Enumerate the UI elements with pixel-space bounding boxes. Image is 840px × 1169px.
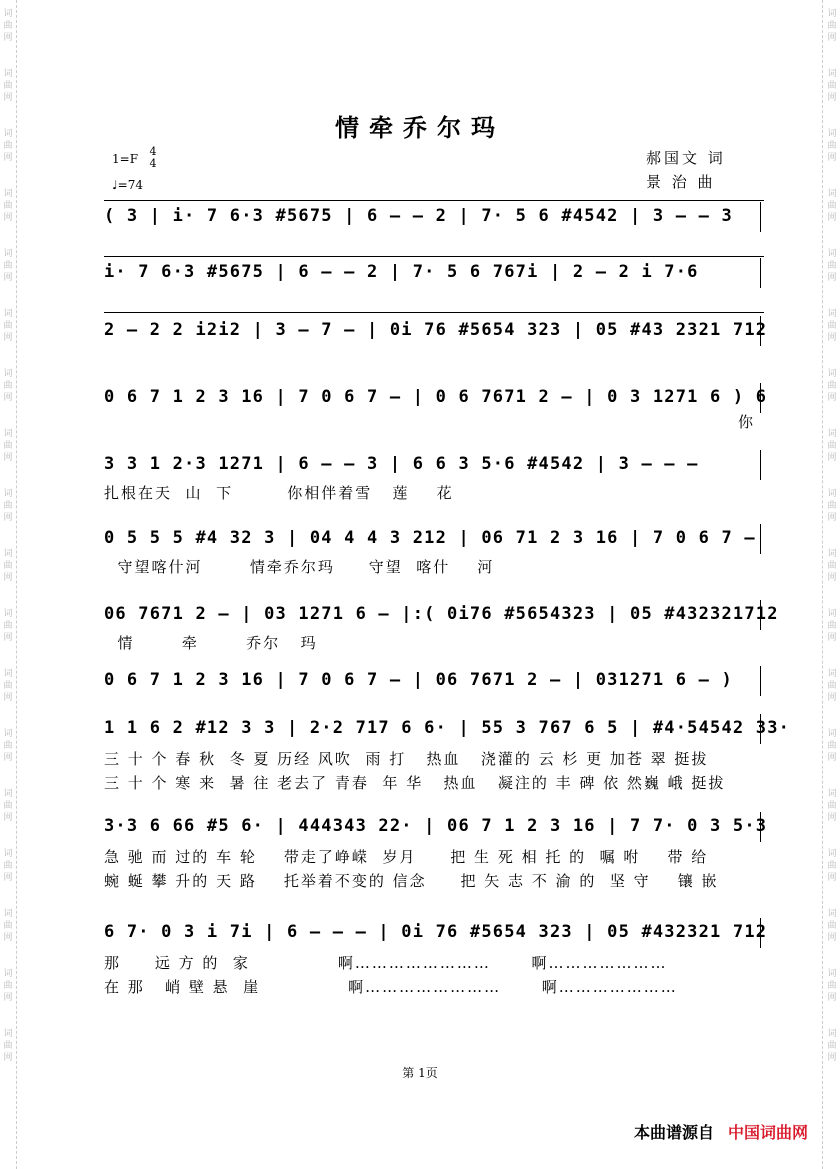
watermark-glyph: 词 [3,609,13,619]
watermark-glyph: 曲 [3,921,13,931]
left-dashed-border [16,0,17,1169]
watermark-glyph: 曲 [3,681,13,691]
watermark-glyph: 网 [3,693,13,703]
watermark-glyph: 词 [827,969,837,979]
watermark-glyph: 词 [3,789,13,799]
watermark-glyph: 曲 [3,501,13,511]
watermark-glyph: 曲 [827,921,837,931]
watermark-glyph: 网 [827,633,837,643]
watermark-glyph: 词 [827,189,837,199]
watermark-glyph: 网 [3,273,13,283]
watermark-glyph: 词 [3,189,13,199]
watermark-glyph: 网 [827,93,837,103]
watermark-glyph: 曲 [827,261,837,271]
watermark-gap [826,884,838,908]
end-barline [760,714,761,744]
watermark-glyph: 网 [827,213,837,223]
watermark-glyph: 网 [3,933,13,943]
watermark-glyph: 词 [827,309,837,319]
watermark-glyph: 曲 [3,261,13,271]
watermark-glyph: 曲 [827,681,837,691]
watermark-gap [2,704,14,728]
lyric-line-verse-2: 蜿 蜒 攀 升的 天 路 托举着不变的 信念 把 矢 志 不 渝 的 坚 守 镶 嵌 [104,872,719,890]
notation-text: 3 3 1 2·3 1271 | 6 — — 3 | 6 6 3 5·6 #4542 | 3 — — — [104,454,699,474]
watermark-glyph: 网 [827,933,837,943]
watermark-glyph: 网 [827,573,837,583]
phrase-line [104,256,764,257]
left-watermark-column [2,8,14,1088]
watermark-gap [826,404,838,428]
watermark-glyph: 网 [3,33,13,43]
watermark-gap [826,644,838,668]
score-line [104,262,764,292]
watermark-glyph: 词 [827,789,837,799]
watermark-gap [2,944,14,968]
watermark-glyph: 词 [827,9,837,19]
time-signature [148,146,158,170]
phrase-line [104,312,764,313]
watermark-glyph: 网 [3,513,13,523]
score-line [104,206,764,236]
watermark-glyph: 词 [3,1029,13,1039]
watermark-gap [826,224,838,248]
watermark-gap [2,524,14,548]
watermark-gap [826,584,838,608]
watermark-glyph: 网 [3,813,13,823]
watermark-glyph: 词 [3,9,13,19]
end-barline [760,812,761,842]
watermark-glyph: 词 [3,669,13,679]
watermark-glyph: 词 [827,729,837,739]
watermark-gap [826,1004,838,1028]
watermark-glyph: 曲 [3,21,13,31]
watermark-glyph: 曲 [3,621,13,631]
watermark-gap [826,344,838,368]
watermark-glyph: 词 [827,69,837,79]
watermark-glyph: 词 [827,849,837,859]
score-line [104,454,764,484]
key-signature: 1=F [112,152,139,166]
watermark-gap [826,464,838,488]
watermark-glyph: 曲 [3,801,13,811]
watermark-glyph: 曲 [3,201,13,211]
watermark-glyph: 网 [827,873,837,883]
watermark-gap [2,884,14,908]
watermark-glyph: 网 [3,393,13,403]
lyric-line: 情 牵 乔尔 玛 [104,634,318,652]
watermark-glyph: 网 [3,153,13,163]
watermark-gap [2,584,14,608]
score-line [104,670,764,700]
watermark-glyph: 词 [3,369,13,379]
page-number: 第 1页 [402,1066,438,1080]
watermark-gap [2,764,14,788]
watermark-glyph: 词 [3,489,13,499]
watermark-glyph: 词 [827,369,837,379]
watermark-glyph: 网 [827,693,837,703]
watermark-glyph: 网 [827,513,837,523]
end-barline [760,918,761,948]
watermark-glyph: 词 [3,249,13,259]
watermark-glyph: 网 [827,273,837,283]
watermark-glyph: 曲 [3,861,13,871]
watermark-gap [2,44,14,68]
watermark-glyph: 词 [827,909,837,919]
end-barline [760,258,761,288]
score-line [104,718,791,748]
watermark-gap [2,224,14,248]
song-title: 情牵乔尔玛 [335,113,505,142]
lyric-line: 守望喀什河 情牵乔尔玛 守望 喀什 河 [104,558,495,576]
watermark-glyph: 网 [3,873,13,883]
watermark-gap [2,1004,14,1028]
watermark-glyph: 词 [3,969,13,979]
lyric-line: 急 驰 而 过的 车 轮 带走了峥嵘 岁月 把 生 死 相 托 的 嘱 咐 带 给 [104,848,709,866]
watermark-glyph: 曲 [827,861,837,871]
watermark-glyph: 词 [3,429,13,439]
watermark-glyph: 词 [827,129,837,139]
watermark-glyph: 网 [827,813,837,823]
right-watermark-column [826,8,838,1088]
watermark-glyph: 词 [3,309,13,319]
watermark-glyph: 网 [827,333,837,343]
watermark-gap [826,524,838,548]
phrase-line [104,200,764,201]
watermark-glyph: 曲 [827,741,837,751]
watermark-glyph: 曲 [827,381,837,391]
watermark-glyph: 曲 [827,201,837,211]
source-label: 本曲谱源自 [633,1123,714,1142]
end-barline [760,666,761,696]
watermark-glyph: 词 [827,609,837,619]
watermark-glyph: 网 [827,1053,837,1063]
score-line [104,816,768,846]
notation-text: 0 6 7 1 2 3 16 | 7 0 6 7 — | 06 7671 2 — | 031271 6 — ) [104,670,733,690]
watermark-glyph: 曲 [827,21,837,31]
watermark-gap [826,824,838,848]
watermark-glyph: 曲 [3,141,13,151]
watermark-glyph: 词 [827,1029,837,1039]
watermark-glyph: 网 [3,993,13,1003]
watermark-glyph: 网 [3,573,13,583]
lyric-line-verse-2: 在 那 峭 壁 悬 崖 啊…………………… 啊………………… [104,978,678,996]
watermark-glyph: 网 [3,213,13,223]
watermark-gap [2,464,14,488]
lyric-line: 你 [738,413,756,431]
watermark-glyph: 词 [827,549,837,559]
end-barline [760,202,761,232]
watermark-glyph: 曲 [827,141,837,151]
end-barline [760,383,761,413]
watermark-glyph: 曲 [827,321,837,331]
composer-credit: 景 治 曲 [646,173,716,191]
source-brand: 中国词曲网 [727,1123,808,1142]
score-line [104,528,764,558]
tempo-marking: ♩=74 [112,178,143,192]
watermark-glyph: 曲 [3,981,13,991]
score-line [104,387,768,417]
watermark-glyph: 网 [3,93,13,103]
lyricist-credit: 郝国文 词 [646,149,726,167]
notation-text: 0 6 7 1 2 3 16 | 7 0 6 7 — | 0 6 7671 2 — | 0 3 1271 6 ) 6 [104,387,768,407]
lyric-line: 扎根在天 山 下 你相伴着雪 莲 花 [104,484,454,502]
watermark-gap [826,944,838,968]
notation-text: 1 1 6 2 #12 3 3 | 2·2 717 6 6· | 55 3 767 6 5 | #4·54542 33· [104,718,791,738]
score-line [104,604,779,634]
watermark-glyph: 网 [3,453,13,463]
watermark-glyph: 词 [3,729,13,739]
watermark-glyph: 网 [827,153,837,163]
watermark-glyph: 词 [3,849,13,859]
notation-text: 06 7671 2 — | 03 1271 6 — |:( 0i76 #5654323 | 05 #432321712 [104,604,779,624]
right-dashed-border [822,0,823,1169]
watermark-glyph: 曲 [3,441,13,451]
watermark-gap [826,704,838,728]
watermark-gap [826,44,838,68]
score-line [104,320,768,350]
watermark-glyph: 曲 [3,741,13,751]
watermark-glyph: 曲 [827,1041,837,1051]
notation-text: 2 — 2 2 i2i2 | 3 — 7 — | 0i 76 #5654 323 | 05 #43 2321 712 [104,320,768,340]
watermark-glyph: 曲 [3,1041,13,1051]
watermark-glyph: 曲 [827,81,837,91]
watermark-gap [826,284,838,308]
watermark-glyph: 曲 [827,501,837,511]
watermark-gap [826,164,838,188]
watermark-glyph: 网 [3,1053,13,1063]
watermark-glyph: 网 [827,993,837,1003]
watermark-glyph: 网 [3,633,13,643]
source-credit [634,1120,808,1143]
lyric-line: 那 远 方 的 家 啊…………………… 啊………………… [104,954,668,972]
watermark-glyph: 网 [3,753,13,763]
watermark-glyph: 曲 [827,981,837,991]
meter-top: 4 [149,145,157,158]
watermark-gap [2,644,14,668]
watermark-gap [2,344,14,368]
watermark-glyph: 网 [827,753,837,763]
watermark-gap [2,164,14,188]
lyric-line-verse-2: 三 十 个 寒 来 暑 往 老去了 青春 年 华 热血 凝注的 丰 碑 依 然巍 峨 挺拔 [104,774,726,792]
watermark-glyph: 曲 [3,561,13,571]
meter-bottom: 4 [149,157,157,170]
watermark-glyph: 网 [3,333,13,343]
watermark-glyph: 词 [3,69,13,79]
watermark-gap [2,284,14,308]
notation-text: 0 5 5 5 #4 32 3 | 04 4 4 3 212 | 06 71 2 3 16 | 7 0 6 7 — [104,528,756,548]
watermark-glyph: 词 [3,549,13,559]
watermark-glyph: 曲 [3,81,13,91]
watermark-glyph: 词 [827,489,837,499]
credits [646,146,726,194]
watermark-glyph: 网 [827,393,837,403]
notation-text: 3·3 6 66 #5 6· | 444343 22· | 06 7 1 2 3 16 | 7 7· 0 3 5·3 [104,816,768,836]
watermark-glyph: 曲 [827,621,837,631]
end-barline [760,316,761,346]
notation-text: i· 7 6·3 #5675 | 6 — — 2 | 7· 5 6 767i | 2 — 2 i 7·6 [104,262,699,282]
watermark-glyph: 词 [827,249,837,259]
notation-text: ( 3 | i· 7 6·3 #5675 | 6 — — 2 | 7· 5 6 #4542 | 3 — — 3 [104,206,733,226]
watermark-gap [826,764,838,788]
watermark-glyph: 曲 [3,321,13,331]
score-line [104,922,768,952]
watermark-glyph: 曲 [3,381,13,391]
watermark-gap [2,404,14,428]
watermark-glyph: 词 [827,669,837,679]
watermark-glyph: 曲 [827,441,837,451]
end-barline [760,450,761,480]
watermark-glyph: 网 [827,33,837,43]
watermark-glyph: 词 [3,129,13,139]
watermark-glyph: 曲 [827,561,837,571]
watermark-gap [2,824,14,848]
end-barline [760,600,761,630]
notation-text: 6 7· 0 3 i 7i | 6 — — — | 0i 76 #5654 323 | 05 #432321 712 [104,922,768,942]
lyric-line: 三 十 个 春 秋 冬 夏 历经 风吹 雨 打 热血 浇灌的 云 杉 更 加苍 翠 挺拔 [104,750,709,768]
watermark-glyph: 词 [827,429,837,439]
watermark-glyph: 词 [3,909,13,919]
watermark-glyph: 曲 [827,801,837,811]
end-barline [760,524,761,554]
watermark-glyph: 网 [827,453,837,463]
